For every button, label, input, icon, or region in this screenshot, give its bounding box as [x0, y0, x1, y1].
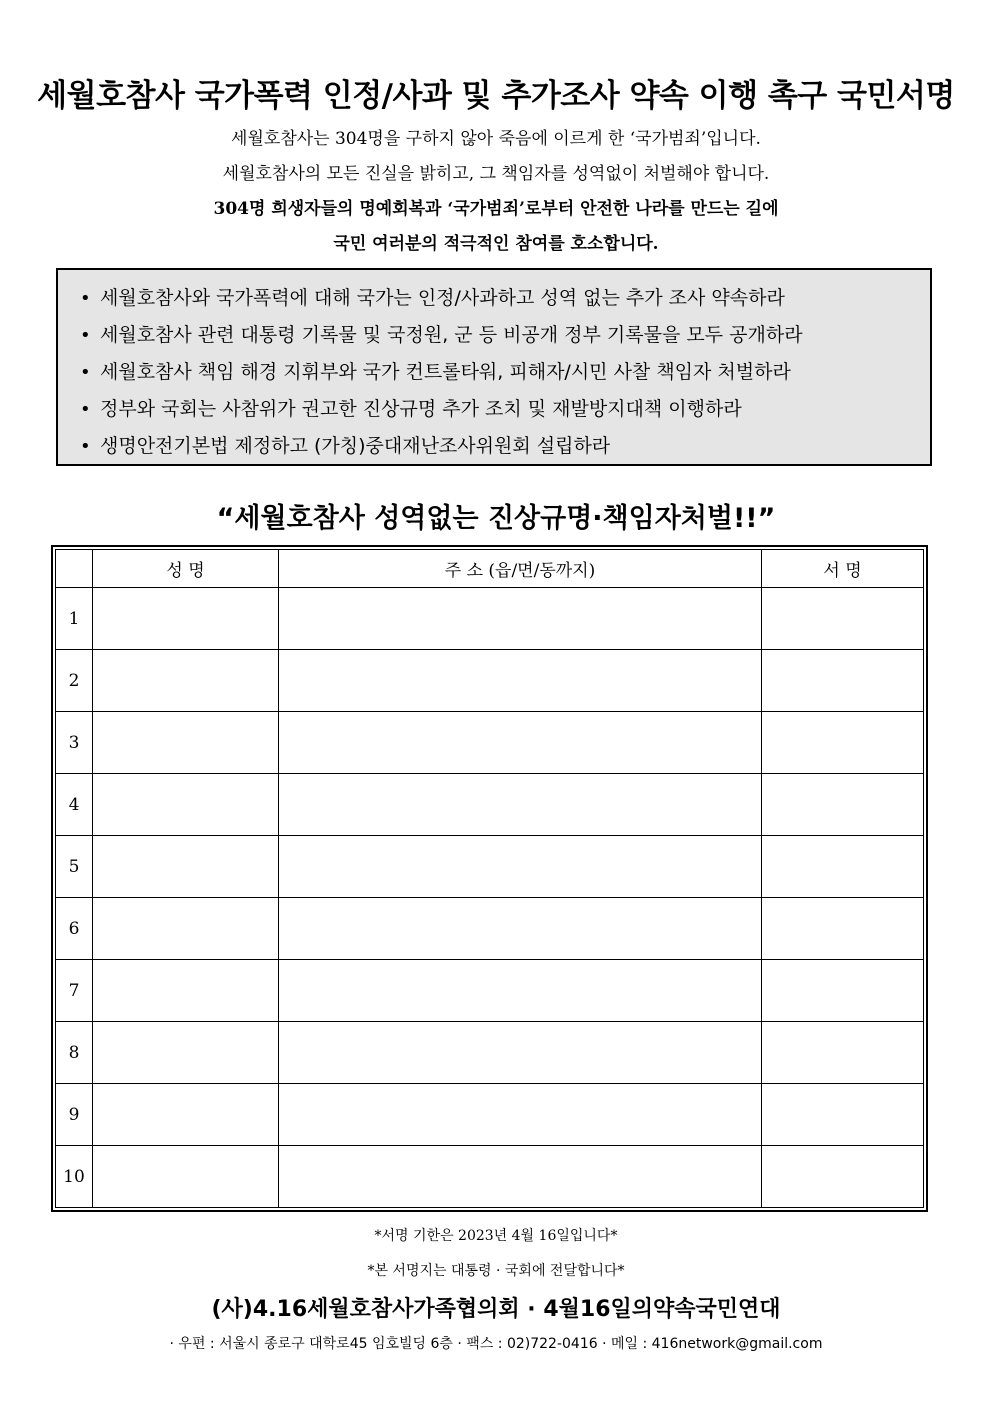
signature-cell[interactable]	[762, 898, 924, 960]
signature-cell[interactable]	[762, 1084, 924, 1146]
signature-cell[interactable]	[762, 712, 924, 774]
name-cell[interactable]	[93, 1146, 279, 1208]
address-cell[interactable]	[279, 774, 762, 836]
row-number: 4	[56, 774, 93, 836]
contact-info: · 우편 : 서울시 종로구 대학로45 임호빌딩 6층 · 팩스 : 02)722-0416 · 메일 : 416network@gmail.com	[169, 1336, 823, 1352]
address-cell[interactable]	[279, 712, 762, 774]
address-cell[interactable]	[279, 898, 762, 960]
demand-item	[80, 391, 930, 428]
demand-text: 정부와 국회는 사참위가 권고한 진상규명 추가 조치 및 재발방지대책 이행하라	[100, 398, 742, 420]
signature-sheet	[51, 545, 928, 1212]
page-title: 세월호참사 국가폭력 인정/사과 및 추가조사 약속 이행 촉구 국민서명	[37, 78, 955, 114]
signature-cell[interactable]	[762, 774, 924, 836]
name-cell[interactable]	[93, 650, 279, 712]
demands-box	[56, 268, 932, 466]
header-row	[56, 550, 924, 588]
intro-text	[0, 122, 992, 262]
table-row	[56, 712, 924, 774]
demand-text: 생명안전기본법 제정하고 (가칭)중대재난조사위원회 설립하라	[100, 435, 611, 457]
signature-cell[interactable]	[762, 588, 924, 650]
name-cell[interactable]	[93, 960, 279, 1022]
table-row	[56, 588, 924, 650]
header-number	[56, 550, 93, 588]
row-number: 9	[56, 1084, 93, 1146]
demands-list	[80, 280, 930, 465]
header-name: 성 명	[93, 550, 279, 588]
row-number: 8	[56, 1022, 93, 1084]
address-cell[interactable]	[279, 960, 762, 1022]
name-cell[interactable]	[93, 774, 279, 836]
demand-text: 세월호참사 관련 대통령 기록물 및 국정원, 군 등 비공개 정부 기록물을 모두 공개하라	[100, 324, 803, 346]
bullet-icon: •	[80, 436, 91, 457]
signature-cell[interactable]	[762, 836, 924, 898]
name-cell[interactable]	[93, 836, 279, 898]
table-row	[56, 1022, 924, 1084]
name-cell[interactable]	[93, 588, 279, 650]
address-cell[interactable]	[279, 650, 762, 712]
deadline-note: *서명 기한은 2023년 4월 16일입니다*	[374, 1228, 618, 1244]
signature-cell[interactable]	[762, 1146, 924, 1208]
row-number: 1	[56, 588, 93, 650]
signature-cell[interactable]	[762, 1022, 924, 1084]
table-row	[56, 836, 924, 898]
signature-cell[interactable]	[762, 960, 924, 1022]
name-cell[interactable]	[93, 898, 279, 960]
demand-item	[80, 428, 930, 465]
row-number: 3	[56, 712, 93, 774]
table-row	[56, 774, 924, 836]
table-row	[56, 1146, 924, 1208]
address-cell[interactable]	[279, 588, 762, 650]
header-address: 주 소 (읍/면/동까지)	[279, 550, 762, 588]
address-cell[interactable]	[279, 1022, 762, 1084]
intro-line: 세월호참사의 모든 진실을 밝히고, 그 책임자를 성역없이 처벌해야 합니다.	[222, 164, 770, 184]
delivery-note: *본 서명지는 대통령 · 국회에 전달합니다*	[367, 1263, 625, 1279]
name-cell[interactable]	[93, 712, 279, 774]
intro-line: 세월호참사는 304명을 구하지 않아 죽음에 이르게 한 ‘국가범죄’입니다.	[231, 129, 761, 149]
signature-table	[55, 549, 924, 1208]
table-row	[56, 898, 924, 960]
table-row	[56, 1084, 924, 1146]
name-cell[interactable]	[93, 1084, 279, 1146]
row-number: 10	[56, 1146, 93, 1208]
bullet-icon: •	[80, 288, 91, 309]
name-cell[interactable]	[93, 1022, 279, 1084]
row-number: 6	[56, 898, 93, 960]
intro-line: 국민 여러분의 적극적인 참여를 호소합니다.	[333, 234, 659, 254]
bullet-icon: •	[80, 399, 91, 420]
table-row	[56, 650, 924, 712]
address-cell[interactable]	[279, 836, 762, 898]
bullet-icon: •	[80, 325, 91, 346]
signature-cell[interactable]	[762, 650, 924, 712]
intro-line: 304명 희생자들의 명예회복과 ‘국가범죄’로부터 안전한 나라를 만드는 길에	[213, 199, 779, 219]
organization-name: (사)4.16세월호참사가족협의회 · 4월16일의약속국민연대	[211, 1297, 781, 1322]
row-number: 7	[56, 960, 93, 1022]
table-row	[56, 960, 924, 1022]
slogan: “세월호참사 성역없는 진상규명·책임자처벌!!”	[216, 503, 776, 534]
demand-item	[80, 317, 930, 354]
demand-item	[80, 354, 930, 391]
row-number: 5	[56, 836, 93, 898]
demand-text: 세월호참사와 국가폭력에 대해 국가는 인정/사과하고 성역 없는 추가 조사 약속하라	[100, 287, 785, 309]
address-cell[interactable]	[279, 1146, 762, 1208]
address-cell[interactable]	[279, 1084, 762, 1146]
row-number: 2	[56, 650, 93, 712]
demand-item	[80, 280, 930, 317]
header-signature: 서 명	[762, 550, 924, 588]
demand-text: 세월호참사 책임 해경 지휘부와 국가 컨트롤타워, 피해자/시민 사찰 책임자 처벌하라	[100, 361, 791, 383]
bullet-icon: •	[80, 362, 91, 383]
